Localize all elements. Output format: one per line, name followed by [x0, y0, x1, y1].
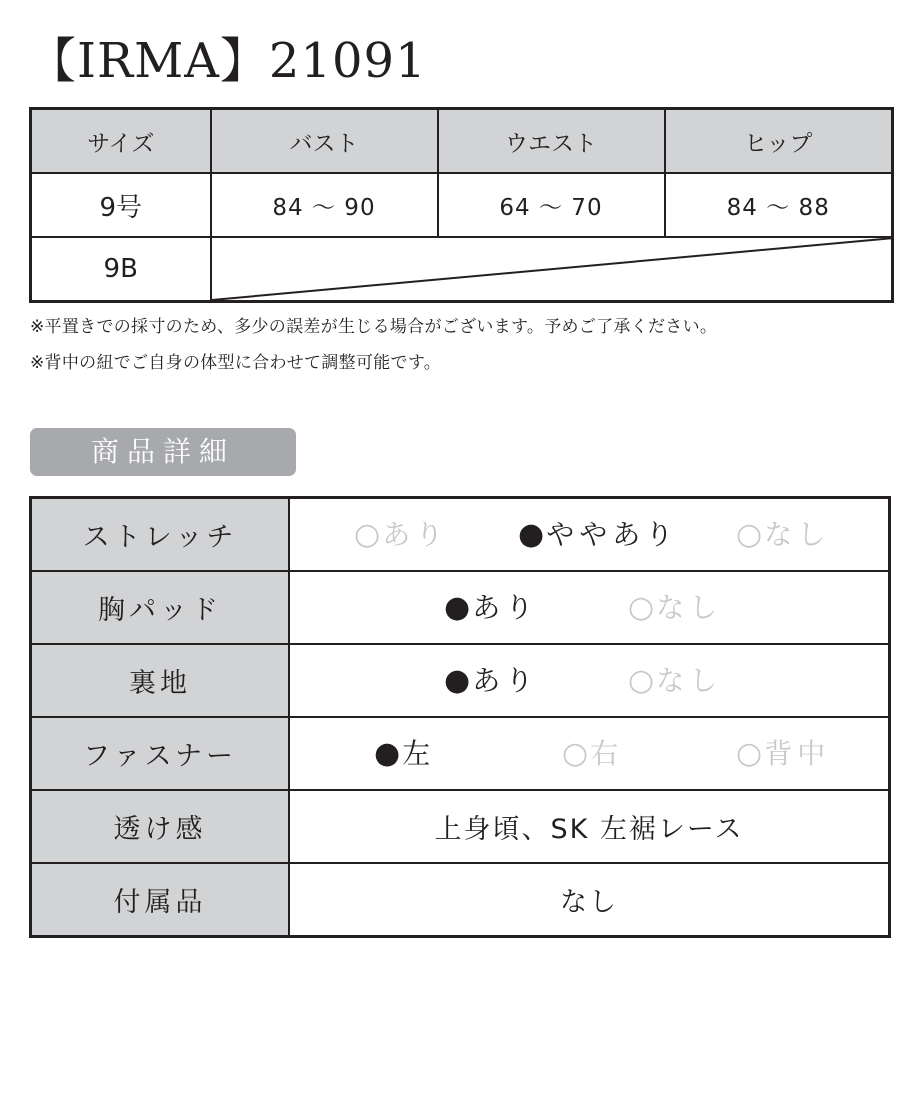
option-pad-none [628, 572, 722, 643]
option-label: なし [764, 518, 831, 551]
option-lining-yes [444, 645, 538, 716]
option-label: なし [656, 591, 723, 624]
option-stretch-none [736, 499, 830, 570]
empty-circle-icon: ○ [628, 663, 655, 698]
option-label: あり [382, 518, 449, 551]
option-label: ややあり [546, 518, 679, 551]
adjustment-note: ※背中の紐でご自身の体型に合わせて調整可能です。 [30, 353, 442, 373]
detail-row-accessories [31, 863, 890, 937]
detail-row-bust-pad [31, 571, 890, 644]
option-stretch-yes [354, 499, 448, 570]
option-label: 背中 [764, 737, 831, 770]
empty-circle-icon: ○ [736, 517, 763, 552]
header-bust: バスト [211, 109, 438, 174]
page-title: 【IRMA】21091 [28, 33, 427, 89]
size-name: 9B [31, 237, 211, 302]
detail-row-lining [31, 644, 890, 717]
detail-label: 透け感 [31, 790, 290, 863]
detail-row-stretch [31, 498, 890, 572]
detail-table [29, 496, 891, 938]
size-row [31, 173, 893, 237]
option-zipper-right [562, 718, 623, 789]
option-label: なし [656, 664, 723, 697]
waist-value: 64 〜 70 [438, 173, 665, 237]
detail-row-sheer [31, 790, 890, 863]
detail-label: 付属品 [31, 863, 290, 937]
detail-row-zipper [31, 717, 890, 790]
accessories-value: なし [289, 863, 890, 937]
detail-label: 胸パッド [31, 571, 290, 644]
empty-circle-icon: ○ [736, 736, 763, 771]
bust-value: 84 〜 90 [211, 173, 438, 237]
header-waist: ウエスト [438, 109, 665, 174]
empty-circle-icon: ○ [562, 736, 589, 771]
option-zipper-left [374, 718, 435, 789]
filled-circle-icon: ● [444, 663, 471, 698]
option-pad-yes [444, 572, 538, 643]
size-row [31, 237, 893, 302]
option-label: 右 [590, 737, 624, 770]
detail-label: 裏地 [31, 644, 290, 717]
size-name: 9号 [31, 173, 211, 237]
option-label: あり [472, 591, 539, 624]
filled-circle-icon: ● [518, 517, 545, 552]
header-hip: ヒップ [665, 109, 893, 174]
option-zipper-back [736, 718, 830, 789]
section-label: 商品詳細 [30, 428, 296, 476]
option-lining-none [628, 645, 722, 716]
detail-label: ストレッチ [31, 498, 290, 572]
filled-circle-icon: ● [374, 736, 401, 771]
filled-circle-icon: ● [444, 590, 471, 625]
size-table [29, 107, 894, 303]
empty-measurements [211, 237, 893, 302]
size-table-header [31, 109, 893, 174]
option-label: あり [472, 664, 539, 697]
sheer-value: 上身頃、SK 左裾レース [289, 790, 890, 863]
strikeout-line [212, 238, 894, 300]
empty-circle-icon: ○ [354, 517, 381, 552]
empty-circle-icon: ○ [628, 590, 655, 625]
header-size: サイズ [31, 109, 211, 174]
hip-value: 84 〜 88 [665, 173, 893, 237]
measurement-note: ※平置きでの採寸のため、多少の誤差が生じる場合がございます。予めご了承ください。 [30, 317, 718, 337]
option-label: 左 [402, 737, 436, 770]
detail-label: ファスナー [31, 717, 290, 790]
option-stretch-slight [518, 499, 678, 570]
